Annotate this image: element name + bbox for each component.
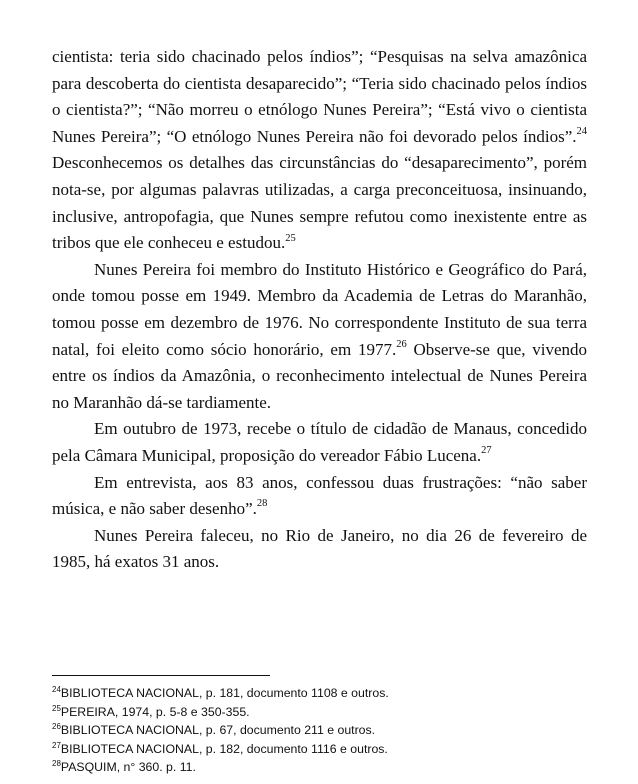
text-run: cientista: teria sido chacinado pelos índios”; “Pesquisas na selva amazônica para descoberta do cientista desaparecido”; “Teria sido chacinado pelos índios o cientista?”; “Não morreu o etnólogo Nunes Pereira”; “Está vivo o cientista Nunes Pereira”; “O etnólogo Nunes Pereira não foi devorado pelos índios”. — [52, 47, 587, 146]
paragraph — [52, 44, 587, 257]
footnote-text: PASQUIM, n° 360. p. 11. — [60, 760, 196, 775]
text-run: Observe-se que, vivendo entre os índios da Amazônia, o reconhecimento intelectual de Nunes Pereira no Maranhão dá-se tardiamente. — [52, 339, 588, 412]
footnote-ref: 24 — [576, 126, 587, 138]
footnote — [52, 703, 592, 722]
footnote-number: 27 — [52, 740, 61, 750]
footnote-text: BIBLIOTECA NACIONAL, p. 181, documento 1108 e outros. — [60, 686, 389, 700]
text-run: Nunes Pereira foi membro do Instituto Histórico e Geográfico do Pará, onde tomou posse em 1949. Membro da Academia de Letras do Maranhão, tomou posse em dezembro de 1976. No correspondente Instituto de sua terra natal, foi eleito como sócio honorário, em 1977. — [52, 259, 587, 359]
footnote — [52, 684, 592, 703]
footnote-ref: 27 — [481, 445, 492, 457]
footnote-ref: 28 — [256, 498, 268, 510]
paragraph — [52, 470, 587, 523]
footnote-ref: 26 — [396, 338, 407, 350]
footnote — [52, 758, 592, 777]
footnote-text: BIBLIOTECA NACIONAL, p. 182, documento 1116 e outros. — [60, 741, 388, 756]
footnote-text: PEREIRA, 1974, p. 5-8 e 350-355. — [60, 704, 250, 719]
footnote-ref: 25 — [285, 232, 296, 244]
paragraph — [52, 523, 587, 576]
footnote — [52, 721, 592, 740]
footnote-number: 28 — [52, 759, 61, 769]
paragraph — [52, 416, 587, 469]
footnotes — [52, 684, 592, 777]
paragraph — [52, 257, 587, 417]
footnote-number: 26 — [52, 722, 61, 732]
text-run: Desconhecemos os detalhes das circunstâncias do “desaparecimento”, porém nota-se, por algumas palavras utilizadas, a carga preconceituosa, insinuando, inclusive, antropofagia, que Nunes sempre refutou como inexistente entre as tribos que ele conheceu e estudou. — [52, 153, 587, 253]
footnote-number: 24 — [52, 684, 61, 694]
footnote-separator — [52, 675, 270, 676]
text-run: Em entrevista, aos 83 anos, confessou duas frustrações: “não saber música, e não saber desenho”. — [52, 472, 587, 519]
footnote-text: BIBLIOTECA NACIONAL, p. 67, documento 211 e outros. — [60, 723, 376, 738]
document-body — [52, 44, 587, 576]
text-run: Nunes Pereira faleceu, no Rio de Janeiro, no dia 26 de fevereiro de 1985, há exatos 31 anos. — [52, 525, 587, 572]
text-run: Em outubro de 1973, recebe o título de cidadão de Manaus, concedido pela Câmara Municipal, proposição do vereador Fábio Lucena. — [52, 419, 587, 465]
footnote-number: 25 — [52, 703, 61, 713]
footnote — [52, 740, 592, 759]
